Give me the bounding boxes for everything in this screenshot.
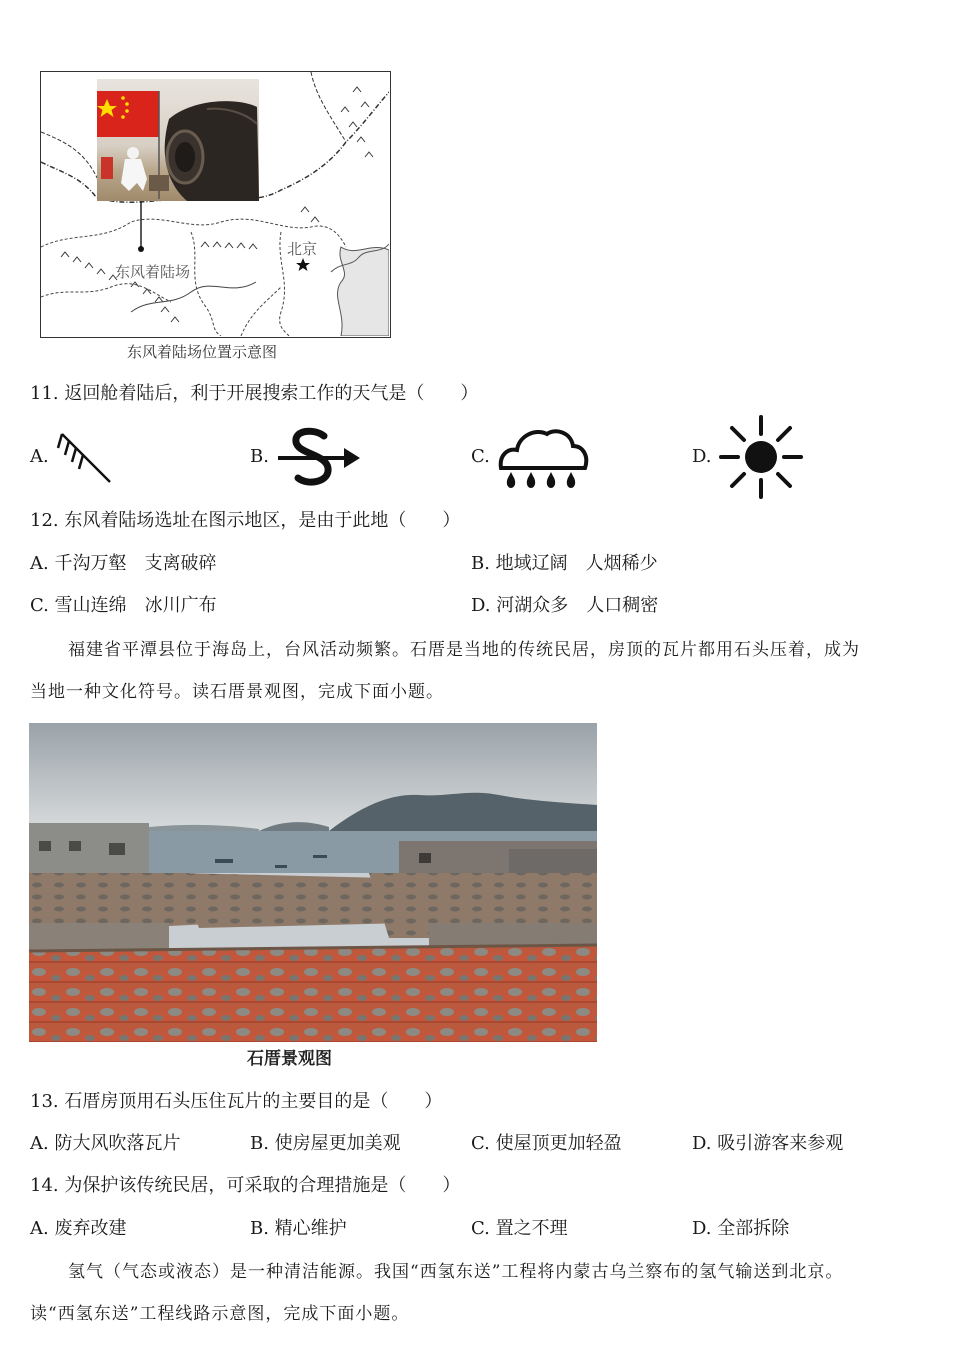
q13-option-a[interactable]: A. 防大风吹落瓦片 — [30, 1133, 181, 1154]
q11-stem: 11. 返回舱着陆后，利于开展搜索工作的天气是（ ） — [30, 383, 479, 404]
photo-caption: 石厝景观图 — [247, 1049, 332, 1069]
q14-option-d[interactable]: D. 全部拆除 — [692, 1218, 790, 1239]
stone-house-photo — [29, 723, 597, 1042]
rain-cloud-icon — [497, 426, 589, 490]
china-flag — [97, 91, 159, 137]
q11-option-a-letter: A. — [30, 446, 49, 467]
q11-option-a[interactable] — [30, 426, 130, 486]
q14-option-c[interactable]: C. 置之不理 — [471, 1218, 568, 1239]
q14-option-b[interactable]: B. 精心维护 — [250, 1218, 347, 1239]
q12-option-a[interactable]: A. 千沟万壑 支离破碎 — [30, 553, 217, 574]
sandstorm-icon — [276, 426, 364, 490]
q14-option-a[interactable]: A. 废弃改建 — [30, 1218, 127, 1239]
q13-option-d[interactable]: D. 吸引游客来参观 — [692, 1133, 844, 1154]
passage1-line1: 福建省平潭县位于海岛上，台风活动频繁。石厝是当地的传统民居，房顶的瓦片都用石头压着，成为 — [68, 640, 860, 660]
q13-option-b[interactable]: B. 使房屋更加美观 — [250, 1133, 401, 1154]
q11-option-c[interactable] — [471, 426, 601, 490]
q11-option-d-letter: D. — [692, 446, 712, 467]
sunny-icon — [718, 414, 804, 500]
q13-option-c[interactable]: C. 使屋顶更加轻盈 — [471, 1133, 622, 1154]
sea-area — [337, 247, 389, 336]
capsule-photo — [97, 79, 259, 201]
q12-option-c[interactable]: C. 雪山连绵 冰川广布 — [30, 595, 217, 616]
map-label-site: 东风着陆场 — [115, 263, 191, 281]
q11-option-b[interactable] — [250, 426, 370, 490]
passage1-line2: 当地一种文化符号。读石厝景观图，完成下面小题。 — [30, 682, 444, 702]
map-caption: 东风着陆场位置示意图 — [127, 343, 278, 361]
map-label-beijing: 北京 — [287, 240, 318, 258]
river-line — [131, 282, 256, 312]
map-figure — [40, 71, 391, 338]
q14-stem: 14. 为保护该传统民居，可采取的合理措施是（ ） — [30, 1175, 461, 1196]
landing-site-dot — [138, 246, 144, 252]
passage2-line1: 氢气（气态或液态）是一种清洁能源。我国“西氢东送”工程将内蒙古乌兰察布的氢气输送到北京。 — [68, 1262, 844, 1282]
passage2-line2: 读“西氢东送”工程线路示意图，完成下面小题。 — [30, 1304, 410, 1324]
q12-stem: 12. 东风着陆场选址在图示地区，是由于此地（ ） — [30, 510, 461, 531]
q11-option-d[interactable] — [692, 414, 812, 500]
q11-option-c-letter: C. — [471, 446, 490, 467]
beijing-star — [296, 258, 310, 271]
wind-barb-icon — [54, 426, 114, 486]
q11-option-b-letter: B. — [250, 446, 269, 467]
q12-option-b[interactable]: B. 地域辽阔 人烟稀少 — [471, 553, 658, 574]
q12-option-d[interactable]: D. 河湖众多 人口稠密 — [471, 595, 659, 616]
q13-stem: 13. 石厝房顶用石头压住瓦片的主要目的是（ ） — [30, 1091, 443, 1112]
